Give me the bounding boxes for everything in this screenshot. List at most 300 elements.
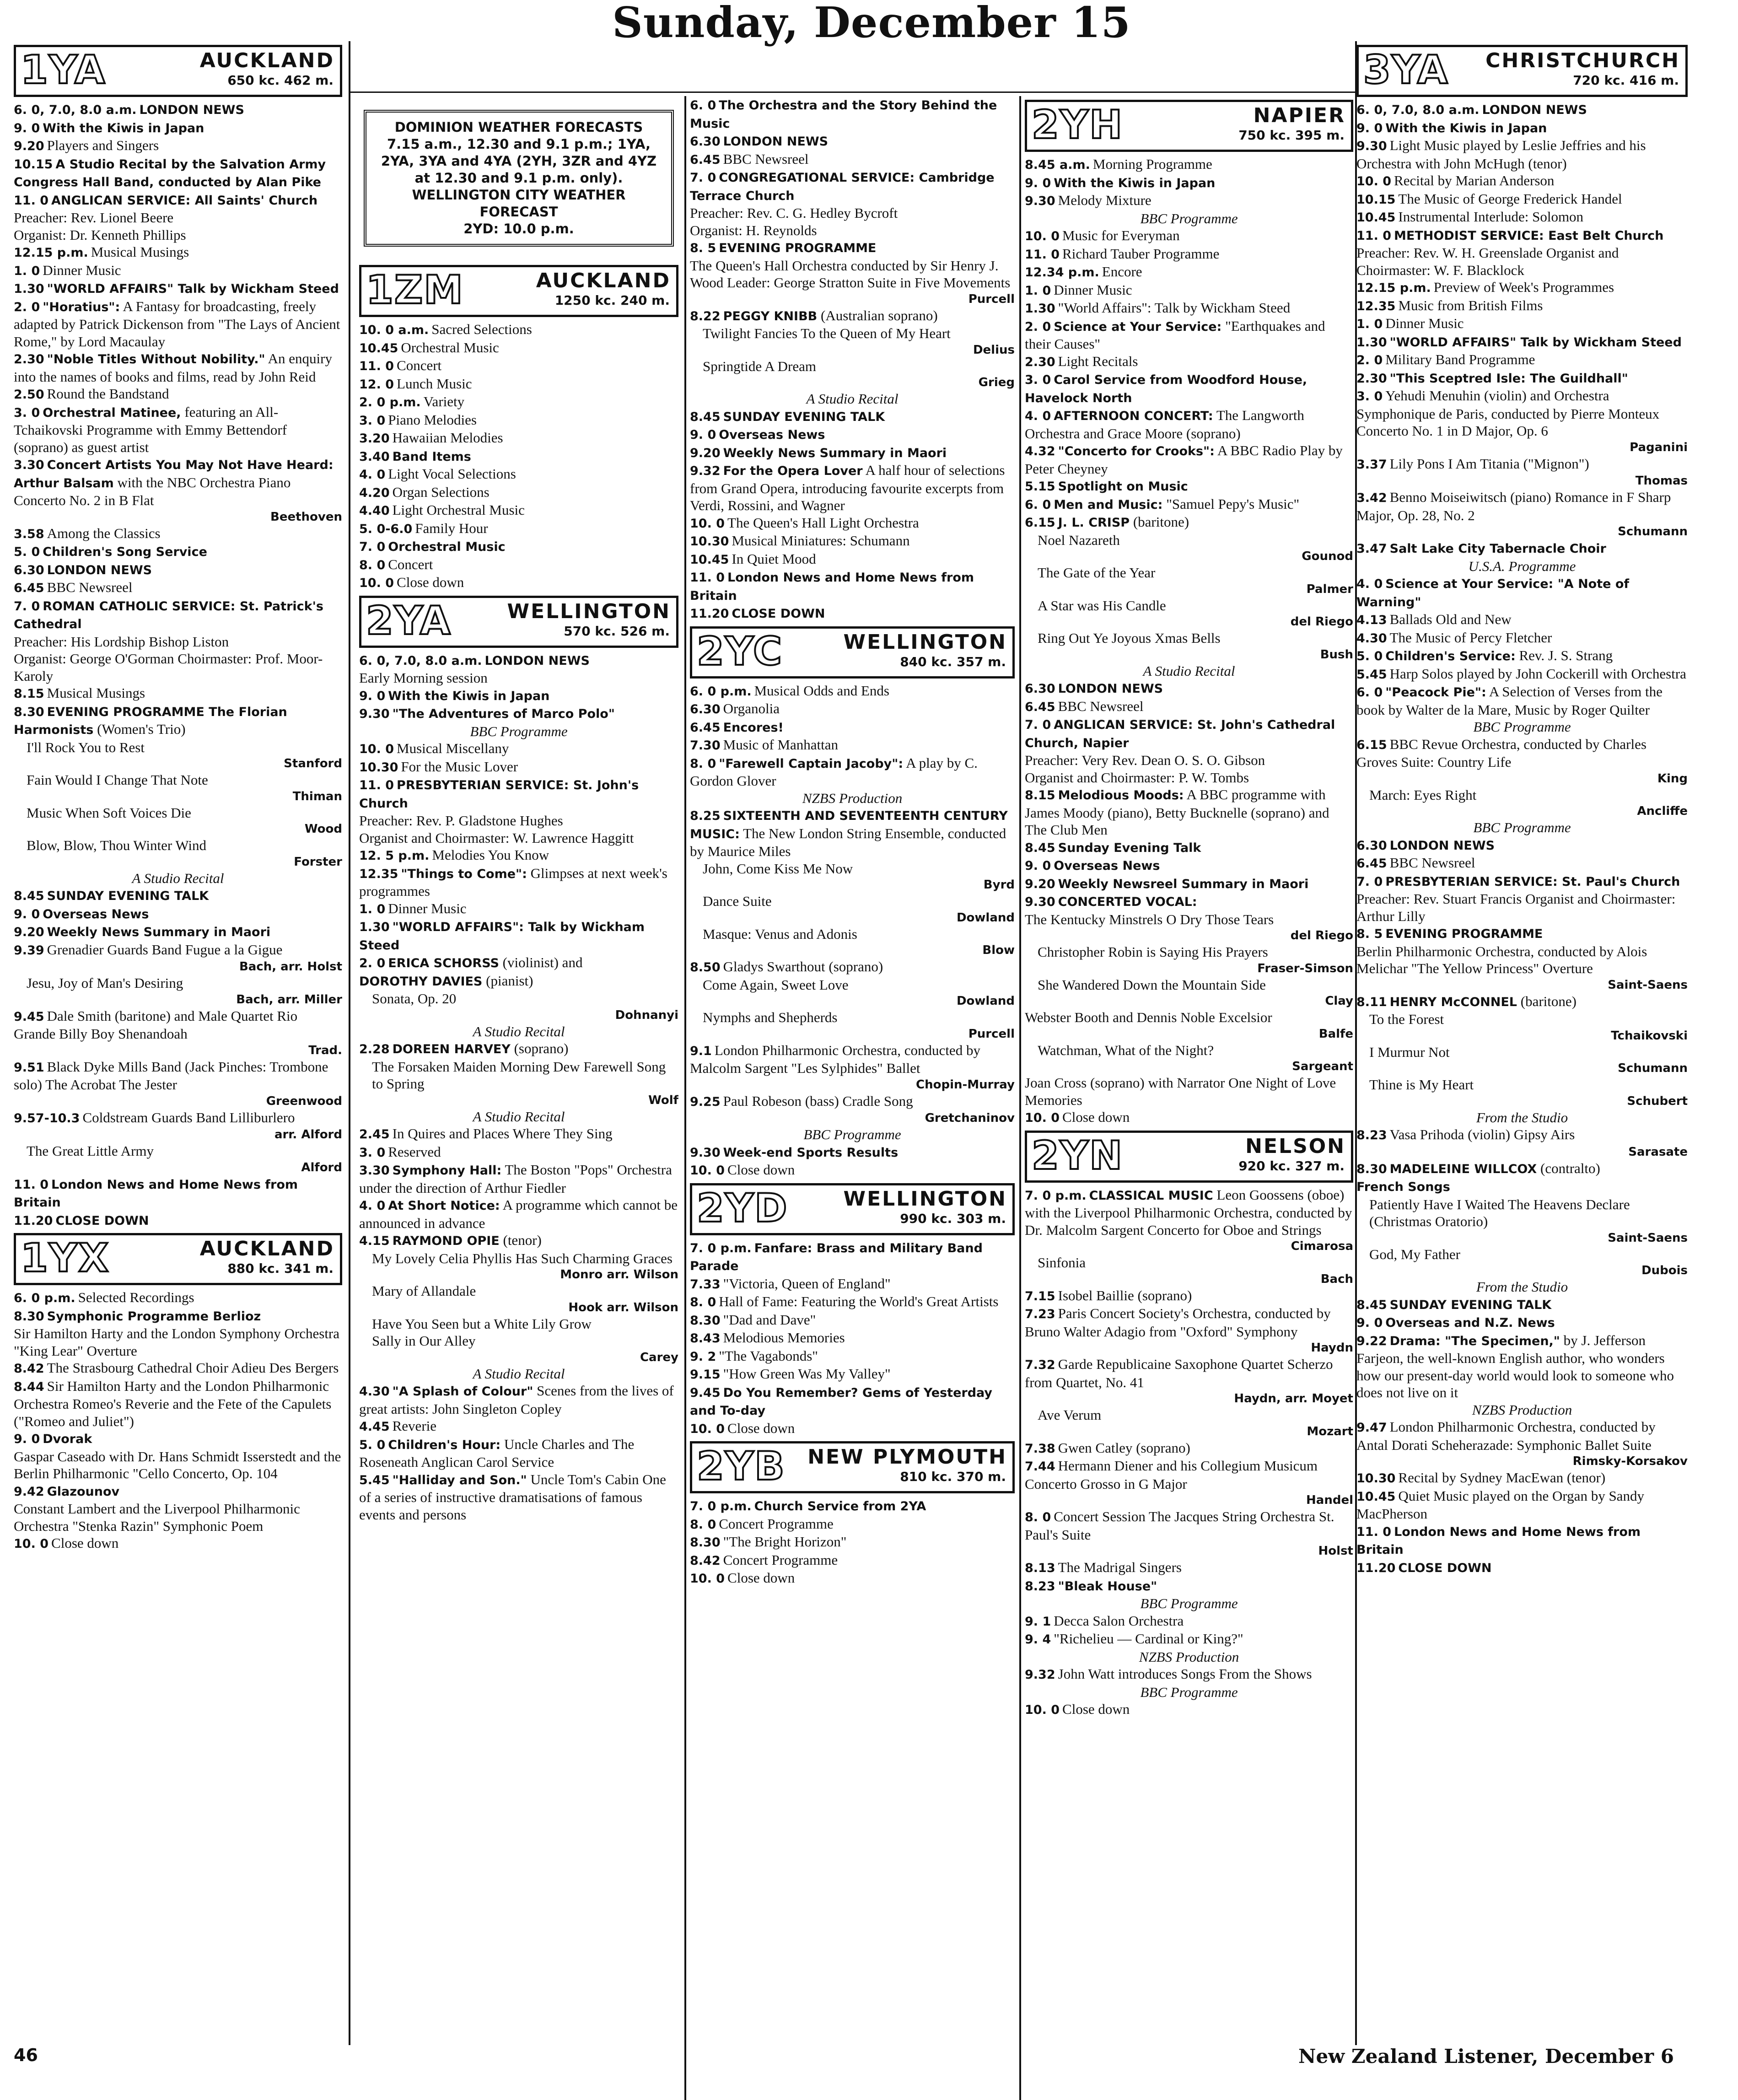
listing-time: 7. 0 — [1025, 718, 1051, 732]
listing-text: (baritone) — [1520, 993, 1577, 1009]
listing-item — [359, 1196, 678, 1232]
listing-item — [1025, 752, 1353, 769]
listing-item — [359, 501, 678, 520]
listing-item — [359, 339, 678, 357]
listing-text: God, My Father — [1369, 1246, 1460, 1262]
listing-time: 9. 0 — [690, 428, 716, 442]
listing-time: 6. 0 — [1356, 685, 1383, 700]
listing-item — [1025, 1042, 1353, 1059]
listing-item — [359, 1436, 678, 1471]
listing-item — [690, 568, 1015, 604]
listing-item — [14, 1359, 342, 1378]
composer: Haydn — [1311, 1341, 1353, 1355]
listing-time: 5.15 — [1025, 479, 1055, 494]
listing-time: 8.42 — [690, 1553, 721, 1568]
listing-item — [14, 684, 342, 703]
composer: Monro arr. Wilson — [560, 1268, 678, 1282]
listing-time: 3.20 — [359, 431, 390, 446]
listing-item — [1025, 716, 1353, 752]
listing-text: BBC Newsreel — [1389, 855, 1475, 871]
listing-item — [14, 1058, 342, 1093]
listing-text: The Forsaken Maiden Morning Dew Farewell Song to Spring — [372, 1058, 666, 1092]
listing-text: "The Vagabonds" — [719, 1347, 818, 1364]
programme-credit: NZBS Production — [1139, 1648, 1239, 1665]
listing-text: Lunch Music — [397, 375, 472, 392]
listing-heading: CONGREGATIONAL SERVICE: Cambridge Terrace Church — [690, 171, 995, 203]
listing-item — [14, 226, 342, 244]
listing-text: Musical Musings — [47, 685, 145, 701]
listing-item — [14, 703, 342, 739]
listing-text: Paul Robeson (bass) Cradle Song — [723, 1093, 913, 1109]
listing-time: 10.30 — [690, 534, 729, 549]
listing-item — [1025, 597, 1353, 614]
listing-text: Mary of Allandale — [372, 1283, 476, 1299]
listing-text: "Victoria, Queen of England" — [723, 1275, 891, 1292]
listing-time: 8.25 — [690, 809, 721, 823]
listing-text: Dinner Music — [1054, 281, 1132, 298]
station-logo — [1363, 49, 1448, 91]
column-1 — [14, 41, 342, 1553]
listing-text: Musical Odds and Ends — [754, 682, 889, 699]
listing-item — [1025, 1439, 1353, 1458]
listing-item — [1356, 1076, 1688, 1093]
listing-item — [14, 1142, 342, 1160]
listing-text: Black Dyke Mills Band (Jack Pinches: Trombone solo) The Acrobat The Jester — [14, 1058, 328, 1093]
programme-credit: BBC Programme — [1140, 1684, 1238, 1700]
listing-heading: SIXTEENTH AND SEVENTEENTH CENTURY MUSIC: — [690, 809, 1008, 841]
listing-text: Sinfonia — [1038, 1255, 1086, 1271]
listing-time: 2.30 — [1356, 371, 1387, 386]
listing-item — [14, 1109, 342, 1127]
listing-text: Selected Recordings — [78, 1289, 194, 1305]
listing-heading: "Halliday and Son." — [392, 1473, 527, 1487]
listing-text: Organist: George O'Gorman Choirmaster: Prof. Moor-Karoly — [14, 651, 323, 684]
listing-item — [1356, 279, 1688, 297]
listing-text: Lily Pons I Am Titania ("Mignon") — [1389, 455, 1589, 472]
listing-item — [1356, 315, 1688, 333]
listing-time: 9.47 — [1356, 1421, 1387, 1435]
listing-heading: CLOSE DOWN — [55, 1213, 149, 1228]
listing-text: BBC Newsreel — [47, 579, 133, 595]
listing-time: 9.32 — [690, 464, 721, 478]
listing-time: 8. 0 — [690, 756, 716, 771]
station-logo — [21, 1237, 109, 1279]
listing-text: Leon Goossens (oboe) with the Liverpool Philharmonic Orchestra, conducted by Dr. Malcolm Sargent Concerto for Oboe and Strings — [1025, 1186, 1352, 1238]
listing-item — [359, 1143, 678, 1162]
listing-time: 2. 0 p.m. — [359, 395, 421, 409]
listing-text: Sacred Selections — [431, 321, 532, 337]
listing-item — [690, 514, 1015, 533]
listing-text: To the Forest — [1369, 1011, 1444, 1027]
listing-item — [14, 155, 342, 191]
station-callsign: 2YB — [697, 1443, 786, 1489]
listing-time: 4. 0 — [359, 1199, 386, 1213]
listing-text: Organist: Dr. Kenneth Phillips — [14, 226, 186, 243]
listing-time: 8.30 — [14, 1309, 44, 1324]
listing-text: Coldstream Guards Band Lilliburlero — [82, 1109, 295, 1125]
listing-time: 8. 5 — [690, 241, 716, 255]
listing-text: She Wandered Down the Mountain Side — [1038, 976, 1266, 993]
listing-text: Orchestral Music — [401, 339, 499, 355]
listing-item — [690, 1143, 1015, 1162]
station-name: NAPIER — [1253, 104, 1345, 127]
listing-time: 10. 0 — [690, 1163, 725, 1178]
listing-heading: "Concerto for Crooks": — [1058, 444, 1215, 458]
composer: Tchaikovski — [1611, 1028, 1688, 1043]
listing-time: 9. 0 — [359, 689, 386, 703]
listing-text: Music When Soft Voices Die — [27, 804, 191, 821]
listing-item — [359, 705, 678, 723]
composer: Bach, arr. Holst — [239, 960, 342, 974]
composer: del Riego — [1290, 615, 1353, 629]
station-frequency: 570 kc. 526 m. — [564, 623, 670, 639]
listing-text: Sir Hamilton Harty and the London Philharmonic Orchestra Romeo's Reverie and the Fete of the Capulets ("Romeo and Juliet") — [14, 1378, 332, 1429]
listing-time: 9.39 — [14, 943, 44, 958]
listing-item — [14, 1307, 342, 1325]
station-frequency: 880 kc. 341 m. — [227, 1261, 334, 1276]
station-header — [359, 596, 678, 648]
listing-time: 6.30 — [1356, 838, 1387, 853]
listing-item — [690, 926, 1015, 943]
listing-time: 3. 0 — [1356, 389, 1383, 404]
listing-item — [690, 132, 1015, 151]
station-header — [690, 1183, 1015, 1235]
listing-heading: LONDON NEWS — [47, 563, 152, 577]
station-header — [1025, 100, 1353, 152]
listing-time: 9. 0 — [14, 1432, 40, 1446]
listing-time: 9. 2 — [690, 1349, 716, 1364]
column-4 — [1025, 96, 1353, 1719]
listing-time: 1. 0 — [1356, 317, 1383, 331]
page-title: Sunday, December 15 — [612, 0, 1131, 47]
listing-heading: Orchestral Music — [388, 540, 506, 554]
listing-time: 2.28 — [359, 1042, 390, 1056]
listing-text: Decca Salon Orchestra — [1054, 1612, 1184, 1629]
composer: Schumann — [1618, 525, 1688, 538]
listing-heading: AFTERNOON CONCERT: — [1054, 409, 1213, 423]
listing-time: 8.45 — [1025, 840, 1055, 855]
listing-text: Harp Solos played by John Cockerill with Orchestra — [1389, 665, 1686, 682]
listing-item — [1025, 1186, 1353, 1239]
listing-item — [1356, 1044, 1688, 1061]
listing-item — [14, 243, 342, 262]
listing-time: 9.1 — [690, 1044, 712, 1058]
listing-item — [690, 682, 1015, 700]
listing-item — [359, 1471, 678, 1524]
listing-item — [359, 574, 678, 592]
listing-item — [1356, 1314, 1688, 1332]
listing-text: Family Hour — [415, 520, 488, 536]
listing-item — [1356, 351, 1688, 369]
listing-time: 5.45 — [1356, 667, 1387, 682]
listing-heading: PRESBYTERIAN SERVICE: St. Paul's Church — [1385, 874, 1680, 889]
station-callsign: 3YA — [1363, 47, 1449, 93]
listing-time: 8. 0 — [690, 1517, 716, 1532]
composer: Grieg — [978, 376, 1015, 389]
column-rule — [349, 41, 350, 2045]
composer: Sarasate — [1628, 1145, 1688, 1159]
composer: Mozart — [1307, 1424, 1353, 1438]
listing-item — [359, 954, 678, 972]
listing-time: 10. 0 — [359, 576, 394, 590]
composer: Delius — [973, 343, 1015, 357]
listing-item — [690, 700, 1015, 718]
listing-time: 9. 0 — [14, 121, 40, 135]
listing-time: 8.11 — [1356, 995, 1387, 1009]
composer: Haydn, arr. Moyet — [1234, 1392, 1353, 1405]
listing-time: 9. 0 — [1356, 121, 1383, 135]
listing-item — [1356, 925, 1688, 943]
listing-heading: Symphony Hall: — [392, 1163, 502, 1178]
listing-item — [1025, 1305, 1353, 1340]
listing-item — [1025, 513, 1353, 532]
listing-time: 10. 0 — [1025, 1703, 1060, 1717]
listing-item — [1025, 299, 1353, 318]
listing-item — [359, 538, 678, 556]
listing-time: 1.30 — [359, 920, 390, 934]
listing-item — [690, 257, 1015, 291]
listing-item — [1025, 698, 1353, 716]
listing-heading: "Bleak House" — [1058, 1579, 1157, 1594]
listing-time: 6.30 — [14, 563, 44, 577]
title-rule — [349, 92, 1355, 93]
composer: Thomas — [1635, 474, 1688, 488]
listing-text: by J. Jefferson Farjeon, the well-known English author, who wonders how our present-day world would look to someone who does not live on it — [1356, 1332, 1674, 1400]
listing-item — [359, 1282, 678, 1300]
listing-item — [1356, 119, 1688, 137]
listing-text: Noel Nazareth — [1038, 532, 1120, 548]
station-frequency: 750 kc. 395 m. — [1238, 128, 1345, 143]
listing-heading: Fanfare: Brass and Military Band Parade — [690, 1241, 983, 1273]
listing-item — [690, 222, 1015, 239]
listing-time: 9.30 — [1356, 139, 1387, 153]
composer: Paganini — [1630, 440, 1688, 454]
listing-heading: Church Service from 2YA — [754, 1499, 926, 1513]
listing-item — [690, 444, 1015, 462]
listing-item — [1356, 1296, 1688, 1314]
station-header — [690, 1441, 1015, 1493]
listing-item — [14, 525, 342, 543]
listing-heading: EVENING PROGRAMME — [719, 241, 877, 255]
listing-item — [1025, 353, 1353, 371]
listing-item — [1025, 875, 1353, 893]
listing-heading: HENRY McCONNEL — [1389, 995, 1517, 1009]
listing-text: Christopher Robin is Saying His Prayers — [1038, 944, 1268, 960]
listing-item — [359, 447, 678, 466]
listing-heading: "Noble Titles Without Nobility." — [47, 352, 265, 366]
listing-text: Preview of Week's Programmes — [1433, 279, 1614, 295]
listing-heading: METHODIST SERVICE: East Belt Church — [1394, 228, 1664, 243]
station-name: WELLINGTON — [843, 630, 1007, 654]
listing-item — [1356, 872, 1688, 891]
listing-item — [1025, 371, 1353, 407]
listing-heading: ROMAN CATHOLIC SERVICE: St. Patrick's Cathedral — [14, 599, 323, 631]
listing-item — [1356, 489, 1688, 524]
listing-heading: SUNDAY EVENING TALK — [723, 409, 885, 424]
programme-credit: A Studio Recital — [473, 1023, 565, 1039]
listing-item — [359, 520, 678, 538]
listing-item — [1356, 208, 1688, 226]
listing-time: 9.30 — [690, 1145, 721, 1160]
listing-item — [14, 923, 342, 941]
listing-item — [1025, 769, 1353, 786]
composer: Gretchaninov — [925, 1111, 1015, 1125]
listing-text: Blow, Blow, Thou Winter Wind — [27, 837, 207, 853]
listing-heading: Children's Service: — [1385, 649, 1516, 663]
listing-time: 3. 0 — [1025, 373, 1051, 387]
listing-item — [1356, 333, 1688, 351]
listing-time: 7.32 — [1025, 1358, 1055, 1372]
listing-item — [14, 1325, 342, 1359]
listing-time: 2.30 — [14, 352, 44, 366]
listing-time: 9.25 — [690, 1094, 721, 1109]
listing-item — [690, 1293, 1015, 1311]
listing-time: 8.45 — [690, 409, 721, 424]
listing-heading: Children's Song Service — [43, 545, 207, 559]
listing-text: Concert — [397, 357, 442, 373]
listing-text: with the NBC Orchestra Piano Concerto No. 2 in B Flat — [14, 474, 291, 508]
listing-time: 8.23 — [1356, 1128, 1387, 1142]
listing-heading: LONDON NEWS — [484, 653, 590, 668]
listing-time: 9.45 — [14, 1009, 44, 1024]
listing-time: 9.30 — [1025, 895, 1055, 909]
listing-item — [1356, 786, 1688, 804]
listing-item — [14, 887, 342, 905]
listing-time: 10.45 — [1356, 1489, 1396, 1504]
listing-item — [359, 1161, 678, 1196]
listing-item — [690, 1420, 1015, 1438]
listing-text: Quiet Music played on the Organ by Sandy MacPherson — [1356, 1487, 1644, 1522]
listing-time: 8. 0 — [1025, 1510, 1051, 1524]
listing-time: 3.40 — [359, 449, 390, 464]
listing-item — [14, 209, 342, 226]
composer: Sargeant — [1292, 1060, 1353, 1073]
station-frequency: 840 kc. 357 m. — [900, 654, 1006, 669]
listing-heading: Weekly Newsreel Summary in Maori — [1058, 877, 1309, 891]
listing-text: An enquiry into the names of books and films, read by John Reid — [14, 350, 332, 385]
listing-time: 10. 0 — [1025, 229, 1060, 243]
listing-time: 3. 0 — [359, 1145, 386, 1160]
listing-item — [14, 1500, 342, 1535]
listing-item — [690, 860, 1015, 878]
listing-item — [1356, 629, 1688, 647]
composer: Dubois — [1641, 1264, 1688, 1277]
listing-heading: Overseas News — [719, 428, 825, 442]
listing-time: 12.35 — [359, 867, 398, 881]
listing-text: Springtide A Dream — [703, 358, 816, 374]
listing-text: John Watt introduces Songs From the Shows — [1058, 1666, 1312, 1682]
listing-item — [690, 1515, 1015, 1534]
listing-heading: ANGLICAN SERVICE: St. John's Cathedral Church, Napier — [1025, 718, 1335, 750]
listing-text: Preacher: His Lordship Bishop Liston — [14, 633, 229, 650]
listing-item — [14, 350, 342, 385]
listing-time: 6. 0, 7.0, 8.0 a.m. — [359, 653, 482, 668]
listing-text: Light Recitals — [1058, 353, 1138, 369]
listing-text: Watchman, What of the Night? — [1038, 1042, 1214, 1058]
listing-time: 4.45 — [359, 1420, 390, 1434]
listing-item — [14, 1289, 342, 1307]
listing-time: 9.15 — [690, 1368, 721, 1382]
listing-text: In Quires and Places Where They Sing — [392, 1125, 613, 1142]
listing-item — [1356, 137, 1688, 172]
programme-credit: BBC Programme — [1140, 210, 1238, 226]
listing-heading: LONDON NEWS — [1482, 103, 1587, 117]
listing-time: 10. 0 — [690, 1422, 725, 1436]
station-name: NEW PLYMOUTH — [807, 1445, 1007, 1469]
station-frequency: 720 kc. 416 m. — [1573, 73, 1679, 88]
listing-time: 12. 0 — [359, 377, 394, 392]
listing-time: 6.15 — [1356, 738, 1387, 752]
station-name: AUCKLAND — [199, 49, 334, 72]
listing-text: In Quiet Mood — [732, 550, 816, 567]
listing-time: 7.30 — [690, 738, 721, 753]
listing-time: 1. 0 — [359, 902, 386, 916]
listing-time: 11. 0 — [359, 778, 394, 792]
listing-text: Melodies You Know — [432, 847, 549, 863]
listing-text: Preacher: Rev. P. Gladstone Hughes — [359, 813, 563, 829]
listing-time: 9. 0 — [1356, 1316, 1383, 1330]
listing-item — [359, 740, 678, 758]
listing-item — [1025, 893, 1353, 911]
listing-item — [1356, 387, 1688, 440]
listing-time: 11. 0 — [1356, 228, 1392, 243]
listing-item — [14, 119, 342, 137]
listing-time: 1.30 — [1356, 335, 1387, 350]
weather-city-heading: WELLINGTON CITY WEATHER FORECAST — [412, 187, 626, 220]
listing-item — [690, 307, 1015, 325]
listing-item — [359, 411, 678, 430]
listing-heading: London News and Home News from Britain — [690, 571, 974, 603]
listing-text: March: Eyes Right — [1369, 786, 1477, 803]
listing-item — [359, 812, 678, 829]
listing-time: 9. 0 — [1025, 859, 1051, 873]
listing-item — [1356, 665, 1688, 684]
listing-text: Melodious Memories — [723, 1330, 845, 1346]
listing-item — [690, 718, 1015, 737]
station-logo — [366, 269, 464, 311]
listing-time: 12.34 p.m. — [1025, 265, 1099, 280]
listing-item — [359, 1417, 678, 1436]
listing-item — [14, 1482, 342, 1501]
listing-time: 10. 0 — [1356, 174, 1392, 188]
listing-heading: RAYMOND OPIE — [392, 1234, 500, 1248]
listing-text: Concert Session The Jacques String Orchestra St. Paul's Suite — [1025, 1508, 1334, 1543]
listing-item — [359, 375, 678, 393]
listing-text: The Music of Percy Fletcher — [1389, 629, 1552, 646]
station-frequency: 990 kc. 303 m. — [900, 1211, 1006, 1226]
listing-time: 9.57-10.3 — [14, 1111, 80, 1125]
listing-item — [690, 205, 1015, 222]
station-callsign: 2YC — [697, 628, 783, 674]
listing-time: 4.15 — [359, 1234, 390, 1248]
listing-text: Organist and Choirmaster: P. W. Tombs — [1025, 769, 1249, 786]
listing-text: Concert Programme — [719, 1515, 834, 1532]
listing-heading: French Songs — [1356, 1180, 1450, 1194]
listing-text: The Queen's Hall Light Orchestra — [727, 514, 919, 531]
listing-item — [1356, 993, 1688, 1011]
station-header — [1025, 1131, 1353, 1183]
listing-time: 6.45 — [690, 720, 721, 735]
listing-heading: At Short Notice: — [388, 1199, 500, 1213]
column-3 — [690, 96, 1015, 1588]
listing-text: Masque: Venus and Adonis — [703, 926, 857, 942]
listing-time: 5. 0 — [359, 1438, 386, 1452]
listing-time: 2.45 — [359, 1127, 390, 1142]
listing-item — [1025, 1356, 1353, 1391]
listing-heading: CLOSE DOWN — [732, 607, 825, 621]
listing-text: The Boston "Pops" Orchestra under the direction of Arthur Fiedler — [359, 1162, 672, 1196]
listing-text: I'll Rock You to Rest — [27, 739, 145, 755]
